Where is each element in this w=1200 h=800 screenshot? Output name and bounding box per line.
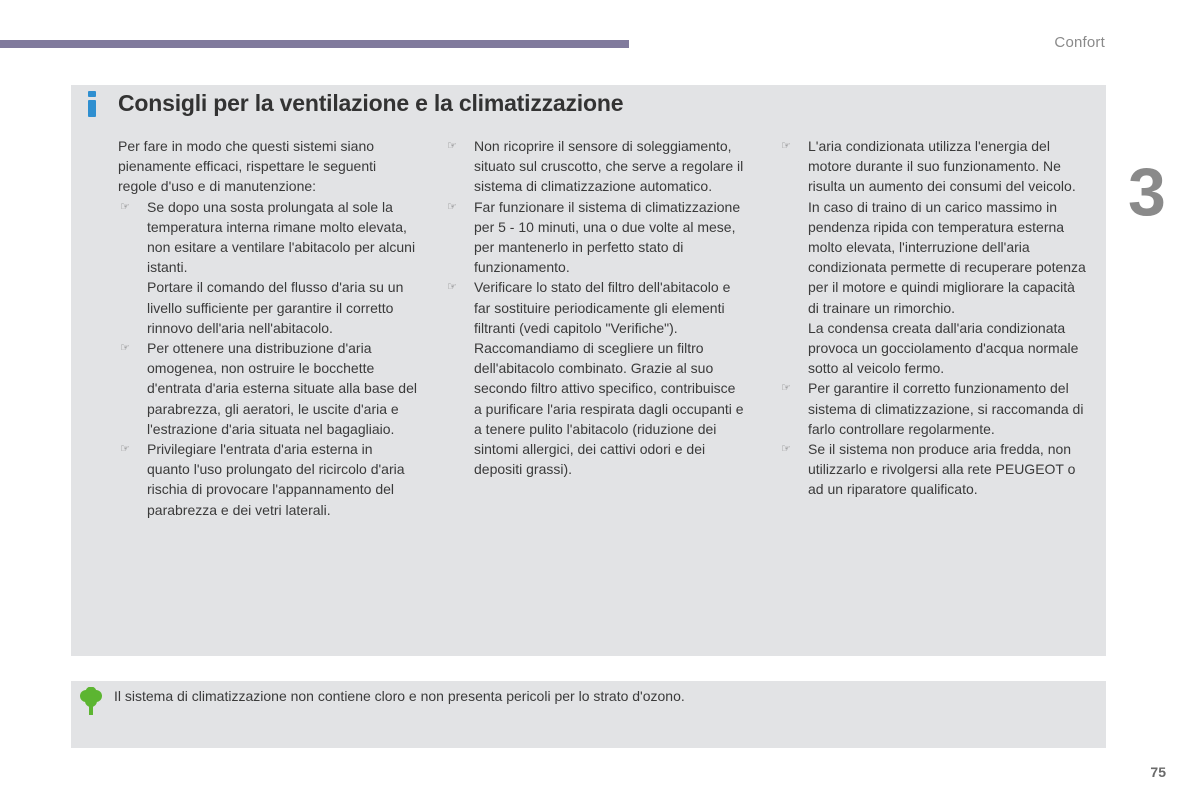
pointing-hand-icon: ☞ bbox=[447, 140, 457, 152]
section-label: Confort bbox=[1054, 34, 1105, 51]
tips-list bbox=[779, 136, 1089, 500]
list-item bbox=[445, 197, 745, 278]
list-item-text: Verificare lo stato del filtro dell'abitacolo e far sostituire periodicamente gli elementi filtranti (vedi capitolo "Verifiche"). bbox=[474, 279, 731, 336]
list-item-text: Per ottenere una distribuzione d'aria omogenea, non ostruire le bocchette d'entrata d'aria esterna situate alla base del parabrezza, gli aeratori, le uscite d'aria e l'estrazione d'aria situata nel bagagliaio. bbox=[147, 340, 417, 437]
list-item-text: Per garantire il corretto funzionamento del sistema di climatizzazione, si raccomanda di farlo controllare regolarmente. bbox=[808, 380, 1084, 437]
list-item bbox=[118, 439, 418, 520]
column-2 bbox=[445, 136, 745, 479]
list-item-text: Non ricoprire il sensore di soleggiamento, situato sul cruscotto, che serve a regolare il sistema di climatizzazione automatico. bbox=[474, 138, 744, 195]
info-box bbox=[71, 85, 1106, 656]
pointing-hand-icon: ☞ bbox=[120, 342, 130, 355]
tips-list bbox=[118, 197, 418, 520]
list-item-text: Raccomandiamo di scegliere un filtro dell'abitacolo combinato. Grazie al suo secondo filtro attivo specifico, contribuisce a purificare l'aria respirata dagli occupanti e a tenere pulito l'abitacolo (riduzione dei sintomi allergici, dei cattivi odori e dei depositi grassi). bbox=[474, 340, 744, 478]
list-item-text: Se dopo una sosta prolungata al sole la temperatura interna rimane molto elevata, non esitare a ventilare l'abitacolo per alcuni istanti. bbox=[147, 198, 416, 276]
info-box-title: Consigli per la ventilazione e la climatizzazione bbox=[118, 90, 624, 116]
eco-text: Il sistema di climatizzazione non contiene cloro e non presenta pericoli per lo strato d'ozono. bbox=[114, 688, 685, 704]
pointing-hand-icon: ☞ bbox=[120, 200, 130, 213]
list-item-text: Se il sistema non produce aria fredda, non utilizzarlo e rivolgersi alla rete PEUGEOT o ad un riparatore qualificato. bbox=[808, 441, 1076, 498]
list-item bbox=[118, 338, 418, 439]
list-item bbox=[445, 136, 745, 197]
column-3 bbox=[779, 136, 1089, 500]
pointing-hand-icon: ☞ bbox=[781, 140, 791, 152]
intro-text: Per fare in modo che questi sistemi siano pienamente efficaci, rispettare le seguenti regole d'uso e di manutenzione: bbox=[118, 138, 377, 195]
list-item-text: Portare il comando del flusso d'aria su un livello sufficiente per garantire il corretto rinnovo dell'aria nell'abitacolo. bbox=[147, 279, 404, 336]
list-item-text: L'aria condizionata utilizza l'energia del motore durante il suo funzionamento. Ne risulta un aumento dei consumi del veicolo. bbox=[808, 138, 1076, 195]
list-item bbox=[118, 197, 418, 338]
info-icon bbox=[87, 91, 97, 117]
pointing-hand-icon: ☞ bbox=[447, 281, 457, 294]
list-item bbox=[779, 136, 1089, 378]
pointing-hand-icon: ☞ bbox=[781, 443, 791, 456]
page-number: 75 bbox=[1150, 764, 1166, 780]
tree-icon bbox=[79, 687, 103, 715]
eco-box bbox=[71, 681, 1106, 748]
list-item-text: Far funzionare il sistema di climatizzazione per 5 - 10 minuti, una o due volte al mese, per mantenerlo in perfetto stato di funzionamento. bbox=[474, 198, 741, 276]
pointing-hand-icon: ☞ bbox=[447, 200, 457, 213]
list-item bbox=[445, 277, 745, 479]
list-item-text: In caso di traino di un carico massimo in pendenza ripida con temperatura esterna molto elevata, l'interruzione dell'aria condizionata permette di recuperare potenza per il motore e quindi migliorare la capacità di trainare un rimorchio. bbox=[808, 198, 1086, 316]
column-1 bbox=[118, 136, 418, 520]
list-item bbox=[779, 378, 1089, 439]
header-rule bbox=[0, 40, 629, 48]
list-item bbox=[779, 439, 1089, 500]
tips-list bbox=[445, 136, 745, 479]
pointing-hand-icon: ☞ bbox=[120, 443, 130, 456]
pointing-hand-icon: ☞ bbox=[781, 382, 791, 395]
chapter-number: 3 bbox=[1128, 154, 1166, 230]
list-item-text: Privilegiare l'entrata d'aria esterna in quanto l'uso prolungato del ricircolo d'aria rischia di provocare l'appannamento del parabrezza e dei vetri laterali. bbox=[147, 441, 405, 518]
list-item-text: La condensa creata dall'aria condizionata provoca un gocciolamento d'acqua normale sotto al veicolo fermo. bbox=[808, 319, 1079, 377]
